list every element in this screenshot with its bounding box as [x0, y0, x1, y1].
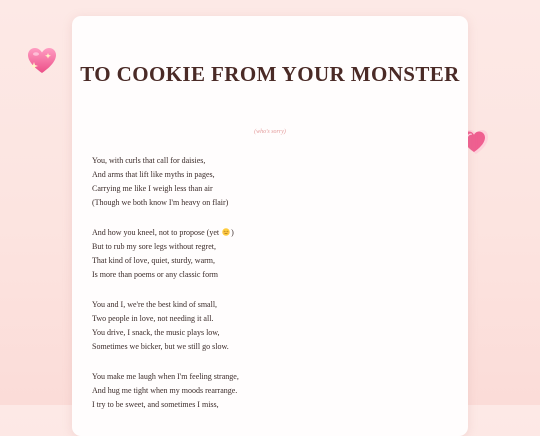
poem-line: Carrying me like I weigh less than air	[92, 184, 213, 193]
poem-line: And hug me tight when my moods rearrange.	[92, 386, 238, 395]
poem-line: You, with curls that call for daisies,	[92, 156, 206, 165]
poem-line: Sometimes we bicker, but we still go slow.	[92, 342, 229, 351]
poem-line: But to rub my sore legs without regret,	[92, 242, 216, 251]
poem-body	[92, 154, 452, 428]
stanza-4	[92, 370, 452, 412]
poem-line: (Though we both know I'm heavy on flair)	[92, 198, 229, 207]
sparkling-heart-icon	[26, 46, 58, 76]
poem-line: Is more than poems or any classic form	[92, 270, 218, 279]
poem-line: I try to be sweet, and sometimes I miss,	[92, 400, 219, 409]
poem-line: Two people in love, not needing it all.	[92, 314, 214, 323]
poem-title: TO COOKIE FROM YOUR MONSTER	[80, 62, 460, 86]
relieved-face-emoji-icon	[222, 228, 230, 236]
poem-line: And arms that lift like myths in pages,	[92, 170, 215, 179]
poem-line-text: )	[231, 228, 234, 237]
poem-line: That kind of love, quiet, sturdy, warm,	[92, 256, 216, 265]
poem-subtitle: (who's sorry)	[254, 129, 286, 135]
stanza-1	[92, 154, 452, 210]
poem-card	[72, 16, 468, 436]
poem-line-text: And how you kneel, not to propose (yet	[92, 228, 222, 237]
poem-line	[92, 226, 452, 240]
stanza-3	[92, 298, 452, 354]
stanza-2	[92, 226, 452, 282]
poem-line: You make me laugh when I'm feeling strange,	[92, 372, 239, 381]
poem-line: You drive, I snack, the music plays low,	[92, 328, 220, 337]
poem-line: You and I, we're the best kind of small,	[92, 300, 218, 309]
